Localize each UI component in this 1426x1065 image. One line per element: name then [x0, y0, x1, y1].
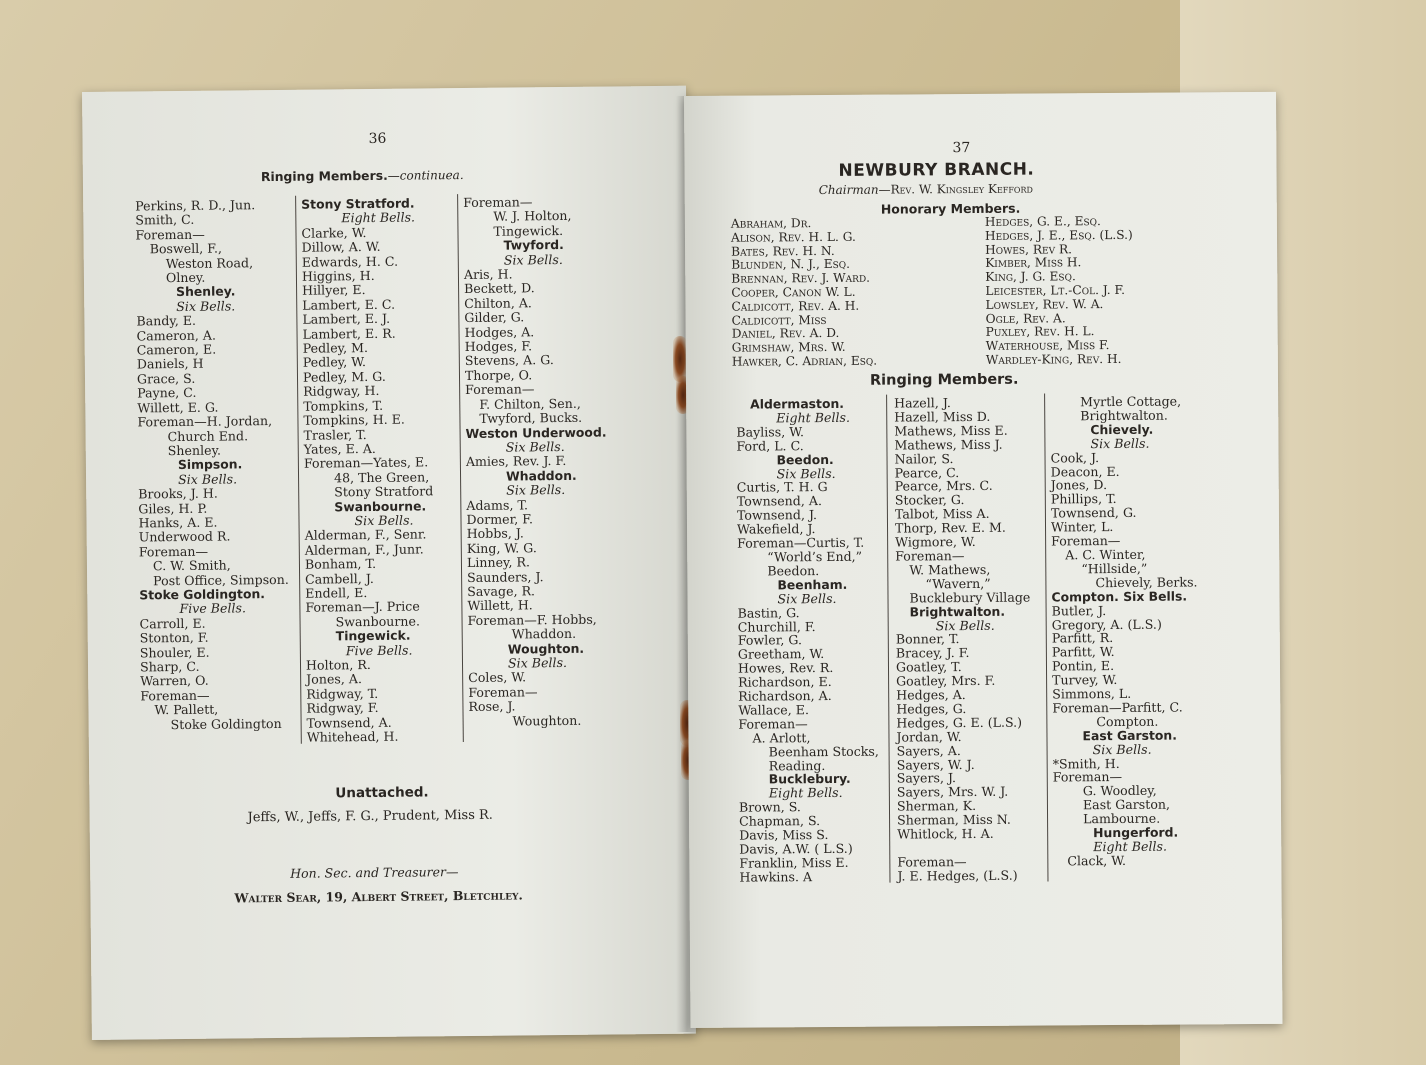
- list-item: F. Chilton, Sen.,: [479, 395, 581, 412]
- list-item: Pedley, M.: [302, 340, 369, 356]
- list-item: Stonton, F.: [139, 629, 209, 646]
- unattached-list: Jeffs, W., Jeffs, F. G., Prudent, Miss R.: [247, 807, 493, 826]
- right-page: [684, 92, 1282, 1028]
- list-item: G. Woodley,: [1082, 783, 1157, 799]
- list-item: Compton.: [1096, 713, 1159, 729]
- honorary-heading: Honorary Members.: [880, 200, 1021, 217]
- list-item: Winter, L.: [1050, 519, 1114, 535]
- list-item: Mathews, Miss J.: [894, 436, 1003, 453]
- list-item: Goatley, T.: [895, 659, 962, 675]
- list-item: Dormer, F.: [466, 511, 534, 527]
- list-item: Edwards, H. C.: [301, 253, 399, 270]
- list-item: Pedley, M. G.: [302, 368, 386, 385]
- list-item: Hanks, A. E.: [138, 514, 218, 531]
- secretary-address: Walter Sear, 19, Albert Street, Bletchley.: [234, 887, 523, 906]
- list-item: Willett, H.: [467, 597, 533, 614]
- list-item: Beckett, D.: [464, 280, 535, 297]
- list-item: Ford, L. C.: [736, 437, 804, 454]
- list-item: Sherman, Miss N.: [897, 811, 1011, 828]
- section-heading: Shenley.: [176, 283, 236, 300]
- list-item: Sherman, K.: [896, 798, 977, 814]
- list-item: Adams, T.: [466, 496, 529, 513]
- section-heading: Hungerford.: [1093, 824, 1179, 841]
- list-item: Parfitt, W.: [1051, 644, 1115, 660]
- list-item: Kimber, Miss H.: [985, 255, 1082, 271]
- list-item: Lambert, E. R.: [302, 325, 396, 342]
- list-item: Smith, C.: [135, 212, 195, 228]
- bell-count: Six Bells.: [354, 512, 414, 529]
- list-item: Ridgway, F.: [306, 700, 379, 716]
- list-item: Foreman—Parfitt, C.: [1052, 699, 1183, 716]
- list-item: Hedges, G. E. (L.S.): [896, 714, 1023, 731]
- list-item: Bracey, J. F.: [895, 645, 970, 661]
- list-item: Hazell, J.: [894, 395, 951, 411]
- list-item: Linney, R.: [466, 554, 531, 571]
- list-item: Hedges, A.: [896, 687, 966, 703]
- list-item: King, J. G. Esq.: [985, 269, 1076, 285]
- list-item: J. E. Hedges, (L.S.): [897, 867, 1018, 884]
- bell-count: Six Bells.: [935, 617, 995, 633]
- list-item: Alderman, F., Junr.: [304, 541, 424, 558]
- list-item: Trasler, T.: [303, 426, 367, 443]
- list-item: Townsend, A.: [306, 714, 392, 731]
- column-rule: [1044, 393, 1048, 881]
- list-item: Greetham, W.: [737, 646, 825, 662]
- list-item: Hedges, G.: [896, 700, 967, 717]
- list-item: W. J. Holton,: [493, 208, 572, 225]
- list-item: Tompkins, H. E.: [303, 411, 405, 428]
- section-heading: Compton. Six Bells.: [1051, 588, 1188, 605]
- list-item: Lambourne.: [1083, 810, 1161, 827]
- list-item: Thorpe, O.: [464, 367, 533, 383]
- list-item: Underwood R.: [138, 528, 231, 545]
- section-heading: Swanbourne.: [334, 497, 427, 514]
- list-item: Foreman—: [138, 543, 209, 560]
- list-item: Myrtle Cottage,: [1080, 393, 1182, 410]
- list-item: Ridgway, H.: [303, 383, 380, 399]
- list-item: Fowler, G.: [737, 632, 803, 649]
- list-item: Pedley, W.: [302, 354, 367, 371]
- chairman-line: [819, 182, 1033, 197]
- list-item: Mathews, Miss E.: [894, 422, 1008, 439]
- bell-count: Six Bells.: [1092, 741, 1152, 757]
- list-item: Townsend, A.: [736, 493, 822, 509]
- ringing-members-heading: [261, 167, 464, 185]
- section-heading: Stony Stratford.: [301, 195, 415, 212]
- list-item: Ogle, Rev. A.: [985, 310, 1066, 326]
- list-item: Thorp, Rev. E. M.: [894, 519, 1006, 536]
- list-item: Foreman—: [468, 684, 538, 700]
- list-item: Cambell, J.: [305, 570, 374, 587]
- list-item: Tompkins, T.: [303, 397, 384, 414]
- list-item: Foreman—: [895, 548, 965, 564]
- list-item: Rose, J.: [468, 698, 516, 715]
- list-item: Stevens, A. G.: [464, 352, 554, 369]
- list-item: Whitehead, H.: [306, 728, 399, 745]
- list-item: Townsend, G.: [1050, 505, 1137, 521]
- list-item: Foreman—: [1051, 533, 1121, 549]
- bell-count: Five Bells.: [345, 642, 413, 658]
- section-heading: Twyford.: [503, 237, 564, 253]
- list-item: Bayliss, W.: [736, 423, 805, 440]
- list-item: Aris, H.: [463, 266, 513, 283]
- list-item: Foreman—Yates, E.: [303, 454, 429, 472]
- list-item: Foreman—: [135, 226, 205, 243]
- list-item: Foreman—: [465, 381, 535, 398]
- left-page: [82, 86, 696, 1040]
- list-item: Weston Road,: [165, 254, 254, 271]
- list-item: Carroll, E.: [139, 615, 206, 632]
- list-item: Saunders, J.: [467, 568, 544, 585]
- list-item: Warren, O.: [140, 673, 209, 689]
- list-item: King, W. G.: [466, 540, 537, 556]
- list-item: Deacon, E.: [1050, 463, 1120, 479]
- list-item: Bandy, E.: [136, 313, 197, 329]
- left-column-2: [301, 196, 436, 745]
- list-item: Goatley, Mrs. F.: [896, 672, 996, 689]
- left-column-1: [135, 198, 290, 733]
- list-item: Foreman—: [897, 853, 967, 870]
- list-item: Chilton, A.: [464, 295, 532, 311]
- section-heading: Simpson.: [177, 456, 243, 473]
- list-item: Whaddon.: [511, 626, 577, 642]
- list-item: Cook, J.: [1050, 449, 1100, 466]
- list-item: Brightwalton.: [1080, 407, 1168, 424]
- list-item: Hawkins. A: [739, 868, 813, 885]
- honorary-column-2: [985, 215, 1134, 368]
- list-item: Caldicott, Rev. A. H.: [731, 298, 860, 314]
- bell-count: Six Bells.: [505, 438, 565, 455]
- list-item: Nailor, S.: [894, 450, 954, 467]
- list-item: Dillow, A. W.: [301, 239, 381, 255]
- bell-count: Six Bells.: [503, 251, 563, 268]
- list-item: Phillips, T.: [1050, 491, 1117, 507]
- list-item: Amies, Rev. J. F.: [465, 453, 567, 470]
- list-item: Blunden, N. J., Esq.: [731, 257, 851, 273]
- bell-count: Six Bells.: [176, 298, 236, 314]
- list-item: Bucklebury Village: [909, 589, 1031, 606]
- list-item: Clarke, W.: [301, 224, 367, 241]
- heading-bold: Ringing Members.: [260, 167, 388, 185]
- list-item: Endell, E.: [305, 585, 368, 601]
- list-item: Hawker, C. Adrian, Esq.: [731, 353, 878, 369]
- list-item: Foreman—F. Hobbs,: [467, 611, 597, 628]
- list-item: Pontin, E.: [1051, 658, 1115, 674]
- section-heading: East Garston.: [1082, 727, 1177, 743]
- list-item: Yates, E. A.: [303, 440, 376, 457]
- list-item: Chievely, Berks.: [1095, 574, 1198, 590]
- list-item: Wallace, E.: [738, 702, 809, 718]
- list-item: Leicester, Lt.-Col. J. F.: [985, 282, 1125, 298]
- list-item: Wigmore, W.: [895, 534, 976, 550]
- list-item: “World’s End,”: [767, 548, 863, 565]
- list-item: Sayers, A.: [896, 742, 961, 759]
- list-item: Richardson, E.: [738, 674, 832, 690]
- list-item: Twyford, Bucks.: [479, 409, 583, 426]
- left-column-3: [463, 195, 609, 729]
- list-item: Jordan, W.: [896, 728, 962, 745]
- list-item: Shenley.: [167, 442, 222, 459]
- list-item: Giles, H. P.: [138, 500, 208, 516]
- bell-count: Eight Bells.: [341, 209, 416, 226]
- right-column-1: [736, 397, 880, 885]
- branch-title: NEWBURY BRANCH.: [838, 159, 1035, 181]
- section-heading: Woughton.: [507, 640, 585, 657]
- bell-count: Eight Bells.: [1093, 838, 1167, 855]
- list-item: Brooks, J. H.: [138, 485, 218, 502]
- column-rule: [295, 196, 302, 744]
- list-item: 48, The Green,: [333, 469, 430, 486]
- secretary-label: Hon. Sec. and Treasurer—: [290, 864, 459, 881]
- list-item: Holton, R.: [305, 657, 371, 673]
- list-item: Cameron, E.: [136, 341, 217, 358]
- list-item: Clack, W.: [1067, 852, 1127, 869]
- ringing-heading: Ringing Members.: [869, 371, 1019, 389]
- bell-count: Six Bells.: [776, 465, 836, 481]
- list-item: Daniels, H: [136, 356, 204, 372]
- list-item: East Garston,: [1082, 796, 1171, 813]
- list-item: Puxley, Rev. H. L.: [985, 324, 1095, 340]
- list-item: Jones, D.: [1050, 477, 1108, 493]
- list-item: Cooper, Canon W. L.: [731, 284, 856, 300]
- list-item: Beenham Stocks,: [768, 743, 879, 760]
- list-item: Howes, Rev. R.: [737, 660, 834, 676]
- list-item: Hillyer, E.: [302, 282, 366, 299]
- list-item: Franklin, Miss E.: [739, 854, 849, 871]
- list-item: Alison, Rev. H. L. G.: [730, 229, 856, 245]
- list-item: Jones, A.: [306, 671, 363, 688]
- list-item: Hazell, Miss D.: [894, 408, 991, 425]
- list-item: Churchill, F.: [737, 618, 816, 635]
- bell-count: Six Bells.: [777, 590, 837, 607]
- list-item: Simmons, L.: [1052, 685, 1132, 702]
- list-item: Davis, A.W. ( L.S.): [739, 840, 853, 857]
- list-item: Grace, S.: [136, 370, 196, 387]
- section-heading: Weston Underwood.: [465, 424, 607, 441]
- section-heading: Bucklebury.: [768, 771, 851, 787]
- list-item: Reading.: [768, 757, 826, 773]
- list-item: Turvey, W.: [1052, 672, 1118, 688]
- list-item: W. Mathews,: [909, 561, 991, 578]
- list-item: Sayers, W. J.: [896, 756, 975, 773]
- list-item: Ridgway, T.: [306, 685, 379, 702]
- list-item: Beedon.: [767, 562, 820, 579]
- list-item: Payne, C.: [137, 385, 197, 401]
- column-rule: [886, 395, 890, 883]
- list-item: Brown, S.: [738, 799, 801, 815]
- list-item: Brennan, Rev. J. Ward.: [731, 270, 871, 286]
- bell-count: Six Bells.: [507, 654, 568, 671]
- section-heading: Tingewick.: [335, 627, 411, 644]
- list-item: Bonner, T.: [895, 631, 960, 647]
- list-item: Higgins, H.: [301, 267, 375, 284]
- section-heading: Beedon.: [776, 451, 834, 467]
- list-item: Pearce, C.: [894, 464, 960, 481]
- list-item: Caldicott, Miss: [731, 312, 827, 328]
- list-item: A. Arlott,: [752, 729, 811, 746]
- list-item: Foreman—: [738, 715, 808, 732]
- list-item: Lowsley, Rev. W. A.: [985, 296, 1104, 312]
- list-item: “Hillside,”: [1081, 560, 1148, 577]
- list-item: Pearce, Mrs. C.: [894, 478, 993, 494]
- section-heading: Whaddon.: [505, 467, 577, 484]
- list-item: *Smith, H.: [1052, 755, 1120, 772]
- list-item: Savage, R.: [467, 583, 536, 599]
- list-item: Grimshaw, Mrs. W.: [731, 340, 846, 355]
- list-item: Stoke Goldington: [170, 715, 282, 732]
- list-item: A. C. Winter,: [1065, 546, 1146, 563]
- section-heading: Brightwalton.: [909, 603, 1006, 620]
- list-item: Cameron, A.: [136, 327, 216, 344]
- bell-count: Eight Bells.: [768, 785, 843, 801]
- list-item: Bastin, G.: [737, 604, 800, 621]
- list-item: Boswell, F.,: [149, 240, 223, 257]
- list-item: Sayers, Mrs. W. J.: [896, 784, 1009, 800]
- list-item: Foreman—H. Jordan,: [137, 413, 273, 430]
- right-column-2: [894, 396, 1032, 884]
- list-item: Tingewick.: [493, 222, 564, 239]
- list-item: “Wavern,”: [925, 575, 991, 592]
- section-heading: Chievely.: [1090, 421, 1154, 437]
- list-item: Bonham, T.: [304, 556, 377, 572]
- bell-count: Six Bells.: [177, 471, 238, 487]
- list-item: Church End.: [167, 427, 249, 444]
- list-item: Shouler, E.: [139, 644, 210, 661]
- list-item: Lambert, E. J.: [302, 311, 391, 327]
- list-item: Gilder, G.: [464, 309, 525, 326]
- list-item: Olney.: [165, 269, 206, 286]
- list-item: Gregory, A. (L.S.): [1051, 616, 1162, 632]
- list-item: Abraham, Dr.: [730, 216, 812, 231]
- list-item: Perkins, R. D., Jun.: [135, 197, 256, 214]
- bell-count: Six Bells.: [506, 482, 566, 498]
- list-item: Talbot, Miss A.: [894, 506, 990, 522]
- list-item: Sharp, C.: [139, 658, 200, 675]
- list-item: Coles, W.: [468, 669, 527, 686]
- list-item: Hedges, J. E., Esq. (L.S.): [984, 227, 1133, 243]
- list-item: Woughton.: [512, 712, 582, 729]
- right-column-3: [1050, 394, 1199, 868]
- section-heading: Aldermaston.: [750, 395, 845, 412]
- list-item: Daniel, Rev. A. D.: [731, 326, 840, 342]
- list-item: Foreman—J. Price: [305, 598, 420, 616]
- list-item: Hobbs, J.: [466, 525, 524, 542]
- list-item: Davis, Miss S.: [739, 827, 829, 843]
- list-item: Swanbourne.: [335, 613, 421, 630]
- bell-count: Eight Bells.: [776, 409, 850, 426]
- heading-continued: —continuea.: [387, 168, 464, 183]
- list-item: Richardson, A.: [738, 688, 832, 704]
- list-item: Hedges, G. E., Esq.: [984, 214, 1101, 229]
- list-item: Bates, Rev. H. N.: [731, 243, 835, 259]
- list-item: Foreman—: [140, 687, 210, 704]
- list-item: Hodges, F.: [464, 338, 533, 355]
- list-item: Foreman—Curtis, T.: [737, 534, 865, 551]
- list-item: Willett, E. G.: [137, 399, 219, 416]
- list-item: Alderman, F., Senr.: [304, 526, 427, 544]
- list-item: Curtis, T. H. G: [736, 479, 828, 496]
- list-item: Sayers, J.: [896, 770, 957, 786]
- unattached-heading: Unattached.: [335, 784, 429, 802]
- column-rule: [457, 194, 464, 742]
- list-item: Foreman—: [463, 194, 533, 211]
- list-item: C. W. Smith,: [152, 557, 231, 574]
- section-heading: Stoke Goldington.: [139, 586, 266, 603]
- bell-count: Six Bells.: [1090, 435, 1150, 451]
- list-item: W. Pallett,: [154, 701, 219, 718]
- chairman-label: Chairman: [818, 182, 879, 198]
- list-item: Wardley-King, Rev. H.: [985, 351, 1122, 367]
- list-item: Wakefield, J.: [736, 521, 816, 537]
- list-item: Waterhouse, Miss F.: [985, 338, 1110, 354]
- page-number-right: 37: [952, 140, 971, 157]
- list-item: Butler, J.: [1051, 602, 1107, 619]
- chairman-name: —Rev. W. Kingsley Kefford: [878, 181, 1033, 197]
- bell-count: Five Bells.: [179, 600, 247, 617]
- honorary-column-1: [731, 217, 877, 370]
- list-item: Lambert, E. C.: [302, 296, 396, 313]
- list-item: Stony Stratford: [334, 483, 434, 500]
- list-item: Parfitt, R.: [1051, 630, 1114, 646]
- list-item: Whitlock, H. A.: [897, 825, 994, 842]
- section-heading: Beenham.: [777, 576, 848, 593]
- list-item: Foreman—: [1052, 769, 1123, 785]
- list-item: Hodges, A.: [464, 323, 535, 340]
- list-item: Chapman, S.: [739, 813, 821, 829]
- list-item: Townsend, J.: [736, 507, 818, 523]
- list-item: Post Office, Simpson.: [153, 571, 289, 588]
- page-number-left: 36: [368, 130, 387, 148]
- list-item: Stocker, G.: [894, 492, 965, 508]
- list-item: Howes, Rev R.: [985, 241, 1073, 257]
